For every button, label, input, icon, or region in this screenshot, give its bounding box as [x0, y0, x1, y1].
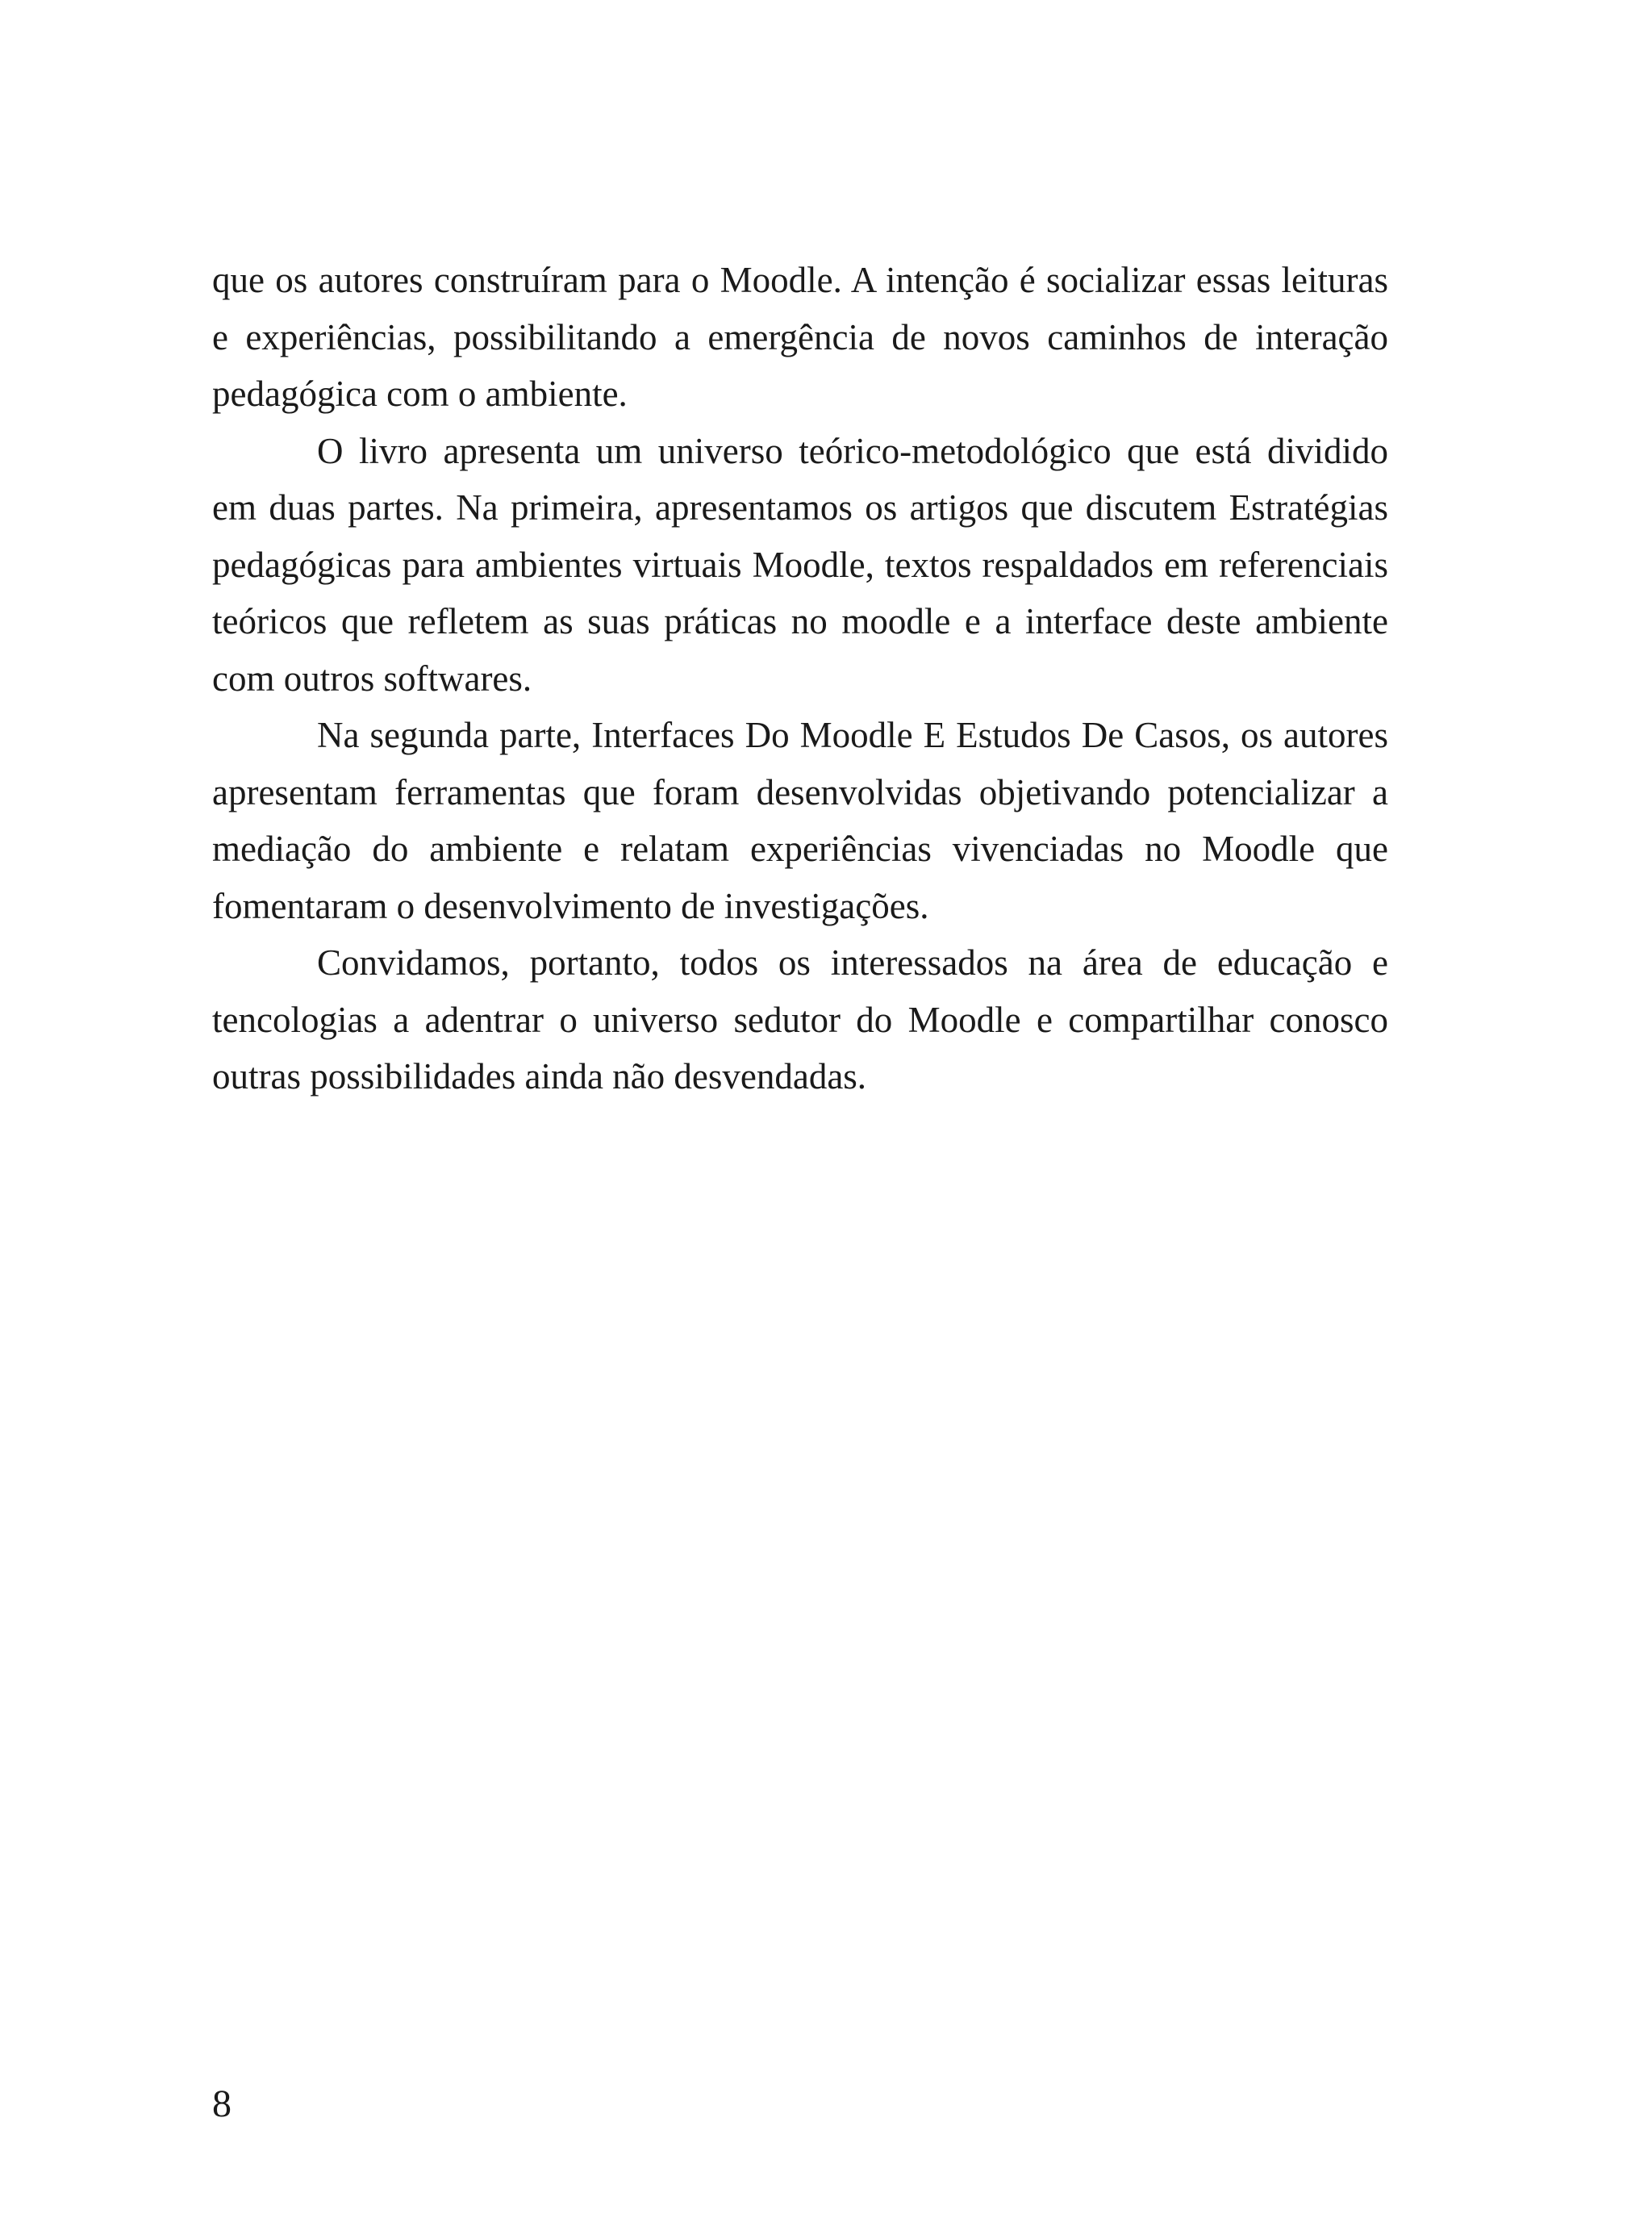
paragraph-book-structure: O livro apresenta um universo teórico-metodológico que está dividido em duas partes. Na primeira, apresentamos os artigos que discutem Estratégias pedagógicas para ambientes virtuais Moodle, textos respaldados em referenciais teóricos que refletem as suas práticas no moodle e a interface deste ambiente com outros softwares.: [212, 430, 1388, 699]
paragraph-second-part: Na segunda parte, Interfaces Do Moodle E Estudos De Casos, os autores apresentam ferramentas que foram desenvolvidas objetivando potencializar a mediação do ambiente e relatam experiências vivenciadas no Moodle que fomentaram o desenvolvimento de investigações.: [212, 715, 1388, 926]
paragraph-continuation: que os autores construíram para o Moodle. A intenção é socializar essas leituras e experiências, possibilitando a emergência de novos caminhos de interação pedagógica com o ambiente.: [212, 260, 1388, 414]
body-text: [212, 252, 1388, 1105]
paragraph-invitation: Convidamos, portanto, todos os interessados na área de educação e tencologias a adentrar o universo sedutor do Moodle e compartilhar conosco outras possibilidades ainda não desvendadas.: [212, 942, 1388, 1097]
page-number: 8: [212, 2082, 232, 2125]
